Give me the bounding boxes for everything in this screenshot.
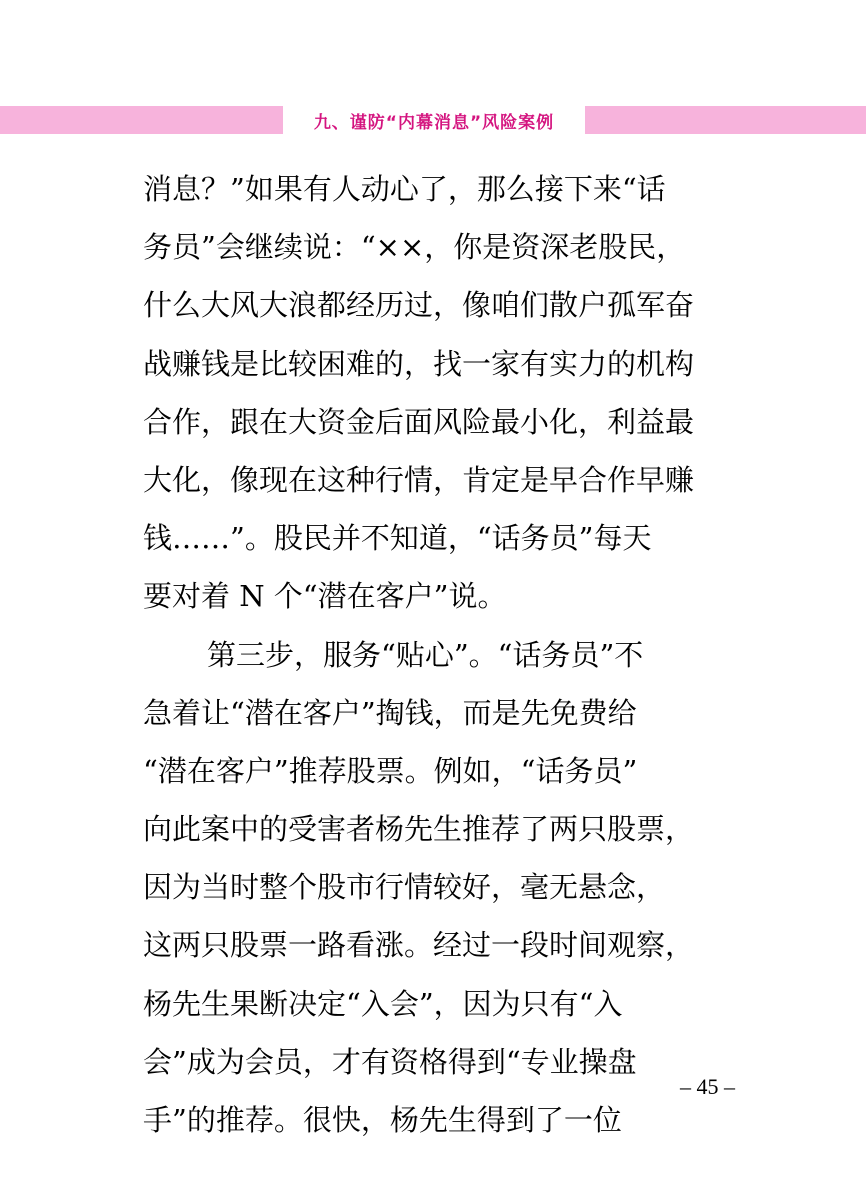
text-line: 钱……”。股民并不知道，“话务员”每天 [143,521,652,556]
text-line: “潜在客户”推荐股票。例如，“话务员” [143,753,638,788]
text-line: 大化，像现在这种行情，肯定是早合作早赚 [143,462,695,497]
text-line: 消息？”如果有人动心了，那么接下来“话 [143,172,666,206]
text-line: 这两只股票一路看涨。经过一段时间观察， [143,928,695,963]
text-line: 急着让“潜在客户”掏钱，而是先免费给 [143,695,637,730]
text-line: 战赚钱是比较困难的，找一家有实力的机构 [143,346,695,381]
body-text [143,160,743,1149]
text-line: 杨先生果断决定“入会”，因为只有“入 [143,986,623,1021]
text-line: 务员”会继续说：“××，你是资深老股民， [143,230,686,265]
text-line: 因为当时整个股市行情较好，毫无悬念， [143,870,666,905]
page-number: – 45 – [680,1074,735,1099]
paragraph-first-line: 第三步，服务“贴心”。“话务员”不 [207,637,644,672]
header-title-box [283,103,585,137]
text-line: 会”成为会员，才有资格得到“专业操盘 [143,1044,637,1079]
text-line: 要对着 N 个“潜在客户”说。 [143,579,507,614]
running-header-title: 九、谨防“内幕消息”风险案例 [313,112,555,133]
text-line: 手”的推荐。很快，杨先生得到了一位 [143,1103,622,1137]
text-line: 向此案中的受害者杨先生推荐了两只股票， [143,812,695,847]
text-line: 什么大风大浪都经历过，像咱们散户孤军奋 [143,288,695,323]
text-line: 合作，跟在大资金后面风险最小化，利益最 [143,404,695,439]
